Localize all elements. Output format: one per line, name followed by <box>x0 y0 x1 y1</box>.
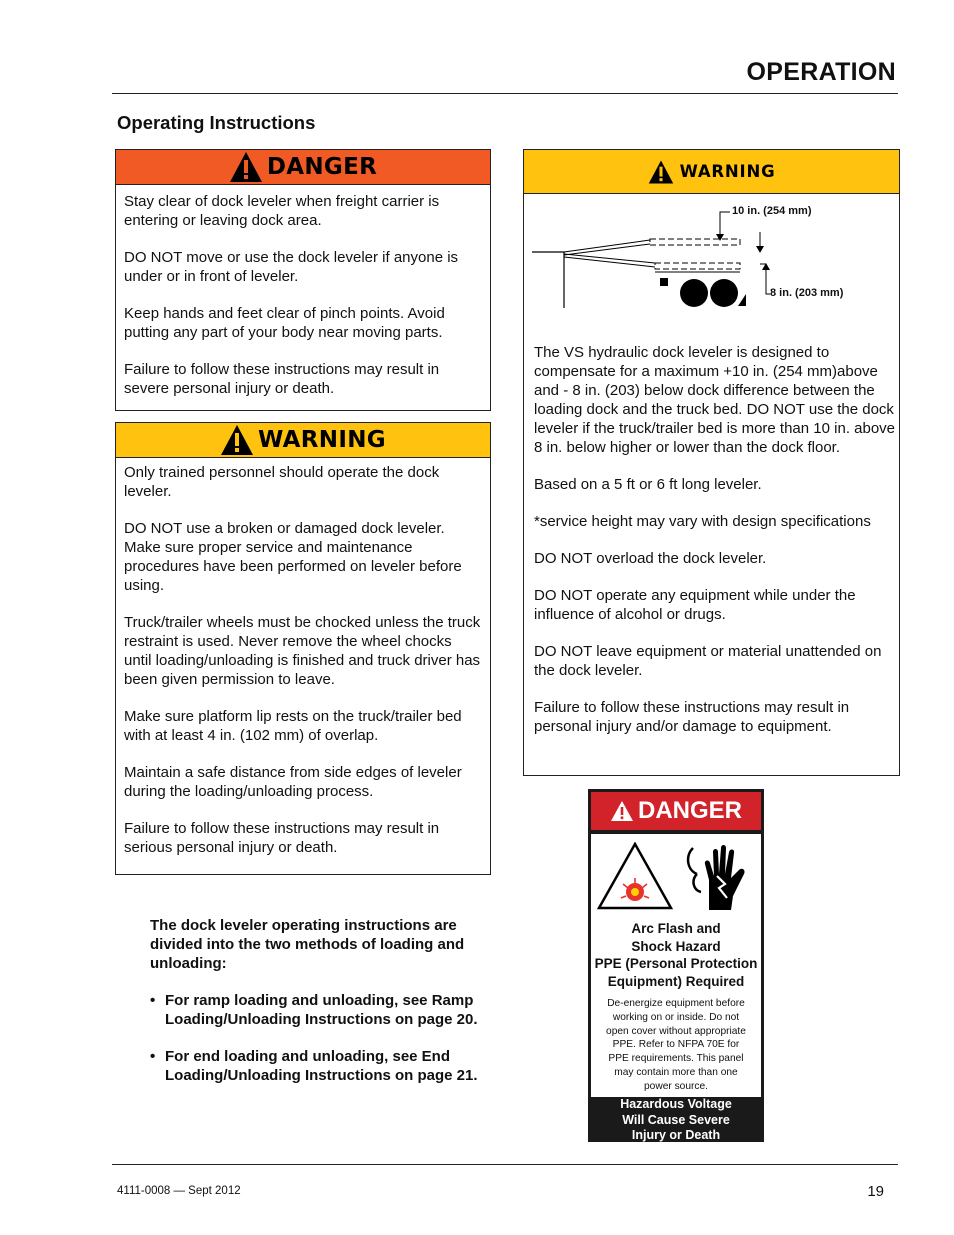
arc-fine-line: power source. <box>644 1080 708 1092</box>
arc-hazard-line: Arc Flash and <box>631 921 721 936</box>
arc-hazard-line: Shock Hazard <box>631 938 721 954</box>
warning-header <box>116 423 490 458</box>
right-warning-paragraph: DO NOT leave equipment or material unattended on the dock leveler. <box>534 643 882 679</box>
footer-rule <box>112 1164 898 1165</box>
alert-triangle-icon <box>229 151 263 183</box>
bullet-dot: • <box>150 1048 156 1065</box>
right-warning-paragraph: *service height may vary with design specifications <box>534 513 871 530</box>
ramp-loading-reference: For ramp loading and unloading, see Ramp Loading/Unloading Instructions on page 20. <box>165 992 478 1028</box>
danger-box <box>115 149 491 411</box>
dim-above-label: 10 in. (254 mm) <box>732 205 812 217</box>
arc-fine-line: may contain more than one <box>614 1066 738 1078</box>
arc-hazard-text <box>591 920 761 990</box>
warning-paragraph: Truck/trailer wheels must be chocked unless the truck restraint is used. Never remove the wheel chocks until loading/unloading is finished and truck driver has been given permission to leave. <box>124 614 481 688</box>
warning-paragraph: Maintain a safe distance from side edges of leveler during the loading/unloading process. <box>124 764 462 800</box>
right-warning-paragraph: Failure to follow these instructions may result in personal injury and/or damage to equipment. <box>534 699 850 735</box>
arc-footer-line: Hazardous Voltage <box>620 1097 732 1111</box>
page-subtitle: Operating Instructions <box>117 112 316 133</box>
arc-label-header-text: DANGER <box>637 797 742 824</box>
danger-paragraph: DO NOT move or use the dock leveler if anyone is under or in front of leveler. <box>124 249 459 285</box>
warning-paragraph: Only trained personnel should operate the dock leveler. <box>124 464 440 500</box>
section-title: OPERATION <box>746 58 896 86</box>
danger-header <box>116 150 490 185</box>
alert-triangle-icon <box>610 800 634 822</box>
dock-leveler-diagram <box>530 198 870 310</box>
arc-footer-line: Will Cause Severe <box>622 1112 730 1127</box>
loading-methods-intro: The dock leveler operating instructions are divided into the two methods of loading and unloading: <box>150 917 465 972</box>
arc-footer-line: Injury or Death <box>631 1128 721 1142</box>
warning-paragraph: Failure to follow these instructions may result in serious personal injury or death. <box>124 820 440 856</box>
right-warning-paragraph: The VS hydraulic dock leveler is designed to compensate for a maximum +10 in. (254 mm)above and - 8 in. (203) below dock difference between the loading dock and the truck bed. DO NOT use the dock leveler if the truck/trailer bed is more than 10 in. above 8 in. below higher or lower than the dock floor. <box>534 344 896 456</box>
warning-paragraph: DO NOT use a broken or damaged dock leveler. Make sure proper service and maintenance procedures have been performed on leveler before using. <box>124 520 462 594</box>
arc-label-footer <box>588 1097 764 1144</box>
header-rule <box>112 93 898 94</box>
document-id: 4111-0008 — Sept 2012 <box>117 1185 241 1197</box>
right-warning-body <box>534 343 898 754</box>
warning-body <box>116 458 490 857</box>
loading-method-bullet <box>150 1047 500 1085</box>
warning-paragraph: Make sure platform lip rests on the truck/trailer bed with at least 4 in. (102 mm) of overlap. <box>124 708 462 744</box>
electric-shock-hand-icon <box>683 840 755 916</box>
bullet-dot: • <box>150 992 156 1009</box>
arc-hazard-line: PPE (Personal Protection <box>594 956 758 971</box>
danger-paragraph: Failure to follow these instructions may result in severe personal injury or death. <box>124 361 440 397</box>
arc-flash-icon <box>597 842 673 910</box>
dim-below-label: 8 in. (203 mm) <box>770 287 844 299</box>
danger-paragraph: Keep hands and feet clear of pinch points. Avoid putting any part of your body near moving parts. <box>124 305 445 341</box>
loading-methods-text <box>150 916 500 1103</box>
right-warning-header-text: WARNING <box>679 162 776 181</box>
warning-box <box>115 422 491 875</box>
arc-fine-line: PPE. Refer to NFPA 70E for <box>612 1039 740 1051</box>
alert-triangle-icon <box>220 424 254 456</box>
arc-hazard-line: Equipment) Required <box>607 973 745 989</box>
page-number: 19 <box>867 1183 884 1200</box>
danger-paragraph: Stay clear of dock leveler when freight carrier is entering or leaving dock area. <box>124 193 440 229</box>
warning-header-text: WARNING <box>258 427 386 453</box>
right-warning-header <box>524 150 899 194</box>
right-warning-paragraph: DO NOT overload the dock leveler. <box>534 550 767 567</box>
arc-fine-print <box>595 997 757 1094</box>
arc-fine-line: PPE requirements. This panel <box>608 1053 744 1065</box>
alert-triangle-icon <box>648 159 674 185</box>
arc-fine-line: De-energize equipment before <box>607 998 745 1009</box>
end-loading-reference: For end loading and unloading, see End Loading/Unloading Instructions on page 21. <box>165 1048 478 1084</box>
arc-fine-line: working on or inside. Do not <box>612 1011 740 1023</box>
arc-label-header <box>591 792 761 830</box>
right-warning-paragraph: Based on a 5 ft or 6 ft long leveler. <box>534 476 762 493</box>
arc-fine-line: open cover without appropriate <box>606 1025 746 1037</box>
danger-header-text: DANGER <box>266 154 378 180</box>
arc-label-panel <box>591 834 761 1097</box>
loading-method-bullet <box>150 991 500 1029</box>
right-warning-paragraph: DO NOT operate any equipment while under the influence of alcohol or drugs. <box>534 587 856 623</box>
danger-body <box>116 185 490 398</box>
arc-flash-label <box>588 789 764 1142</box>
